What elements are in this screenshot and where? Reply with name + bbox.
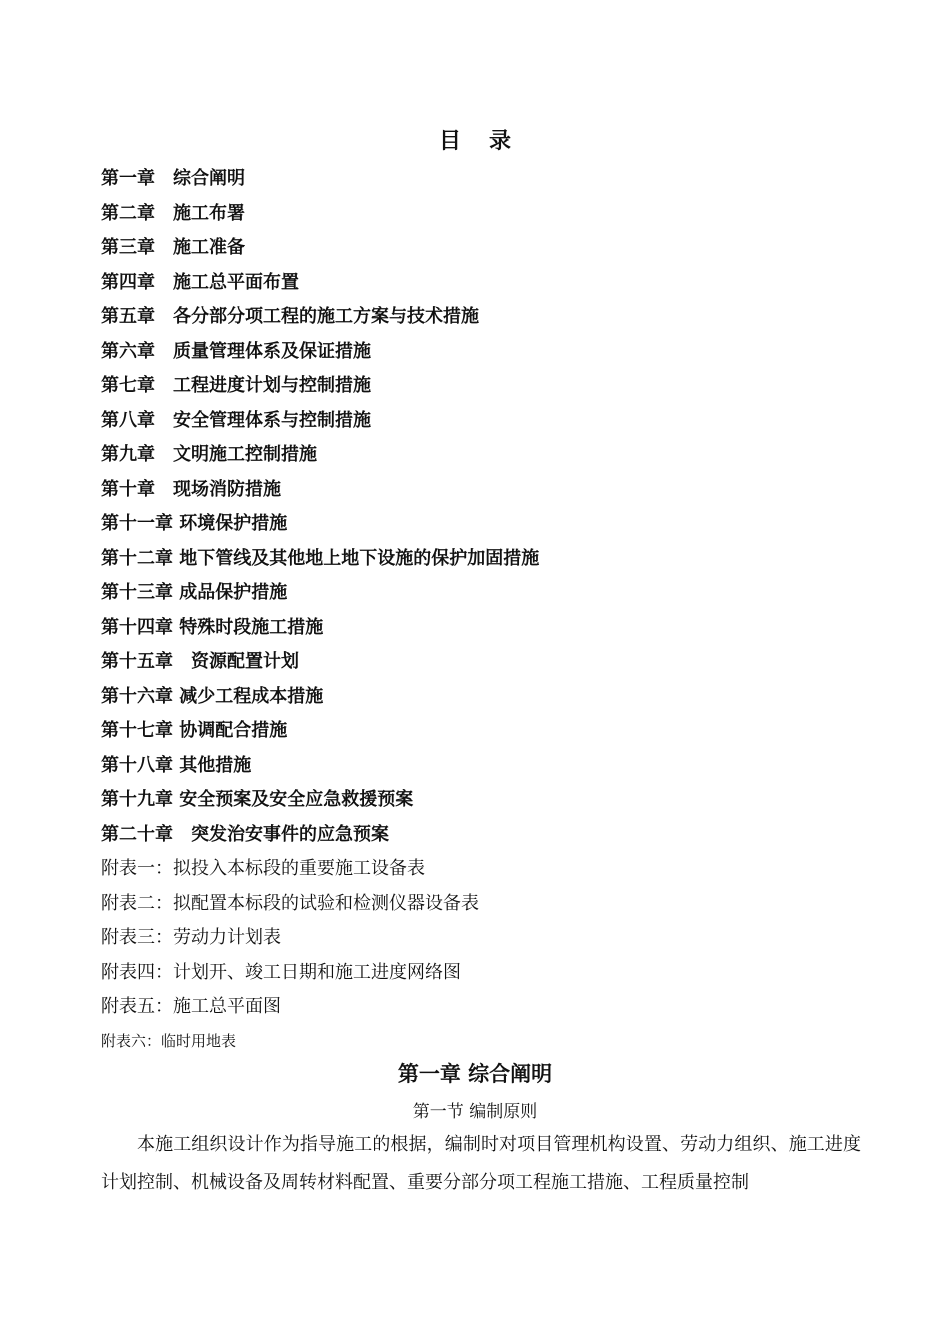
toc-appendix-item: 附表五：施工总平面图 [101,996,281,1017]
toc-chapter-item: 第八章 安全管理体系与控制措施 [101,409,371,431]
toc-appendix-list [101,852,881,1057]
toc-chapter-item: 第九章 文明施工控制措施 [101,444,317,465]
toc-chapter-item: 第十八章 其他措施 [101,754,252,776]
toc-chapter-item: 第十二章 地下管线及其他地上地下设施的保护加固措施 [101,547,540,569]
toc-chapter-item: 第十七章 协调配合措施 [101,720,288,741]
toc-chapter-item: 第一章 综合阐明 [101,168,245,189]
toc-appendix-item: 附表四：计划开、竣工日期和施工进度网络图 [101,961,461,983]
toc-chapter-item: 第十三章 成品保护措施 [101,582,288,603]
chapter-heading: 第一章 综合阐明 [397,1061,553,1086]
toc-title: 目录 [438,128,539,154]
toc-chapter-item: 第五章 各分部分项工程的施工方案与技术措施 [101,306,479,327]
toc-chapter-item: 第六章 质量管理体系及保证措施 [101,340,371,362]
toc-chapter-item: 第十章 现场消防措施 [101,478,281,500]
toc-appendix-item: 附表六：临时用地表 [101,1031,237,1050]
toc-chapter-item: 第二章 施工布署 [101,202,245,224]
section-heading: 第一节 编制原则 [412,1102,538,1122]
toc-chapter-item: 第十九章 安全预案及安全应急救援预案 [101,789,414,810]
toc-chapter-item: 第四章 施工总平面布置 [101,271,299,293]
toc-chapter-item: 第七章 工程进度计划与控制措施 [101,375,371,396]
toc-chapter-item: 第三章 施工准备 [101,237,245,258]
toc-chapter-list [101,162,881,852]
toc-chapter-item: 第十四章 特殊时段施工措施 [101,616,324,638]
toc-appendix-item: 附表一：拟投入本标段的重要施工设备表 [101,858,425,879]
toc-chapter-item: 第十五章 资源配置计划 [101,651,299,672]
toc-chapter-item: 第二十章 突发治安事件的应急预案 [101,823,389,845]
toc-appendix-item: 附表三：劳动力计划表 [101,927,281,948]
toc-chapter-item: 第十一章 环境保护措施 [101,513,288,534]
toc-chapter-item: 第十六章 减少工程成本措施 [101,685,324,707]
toc-appendix-item: 附表二：拟配置本标段的试验和检测仪器设备表 [101,892,479,914]
body-paragraph: 本施工组织设计作为指导施工的根据，编制时对项目管理机构设置、劳动力组织、施工进度计划控制、机械设备及周转材料配置、重要分部分项工程施工措施、工程质量控制 [101,1134,861,1193]
